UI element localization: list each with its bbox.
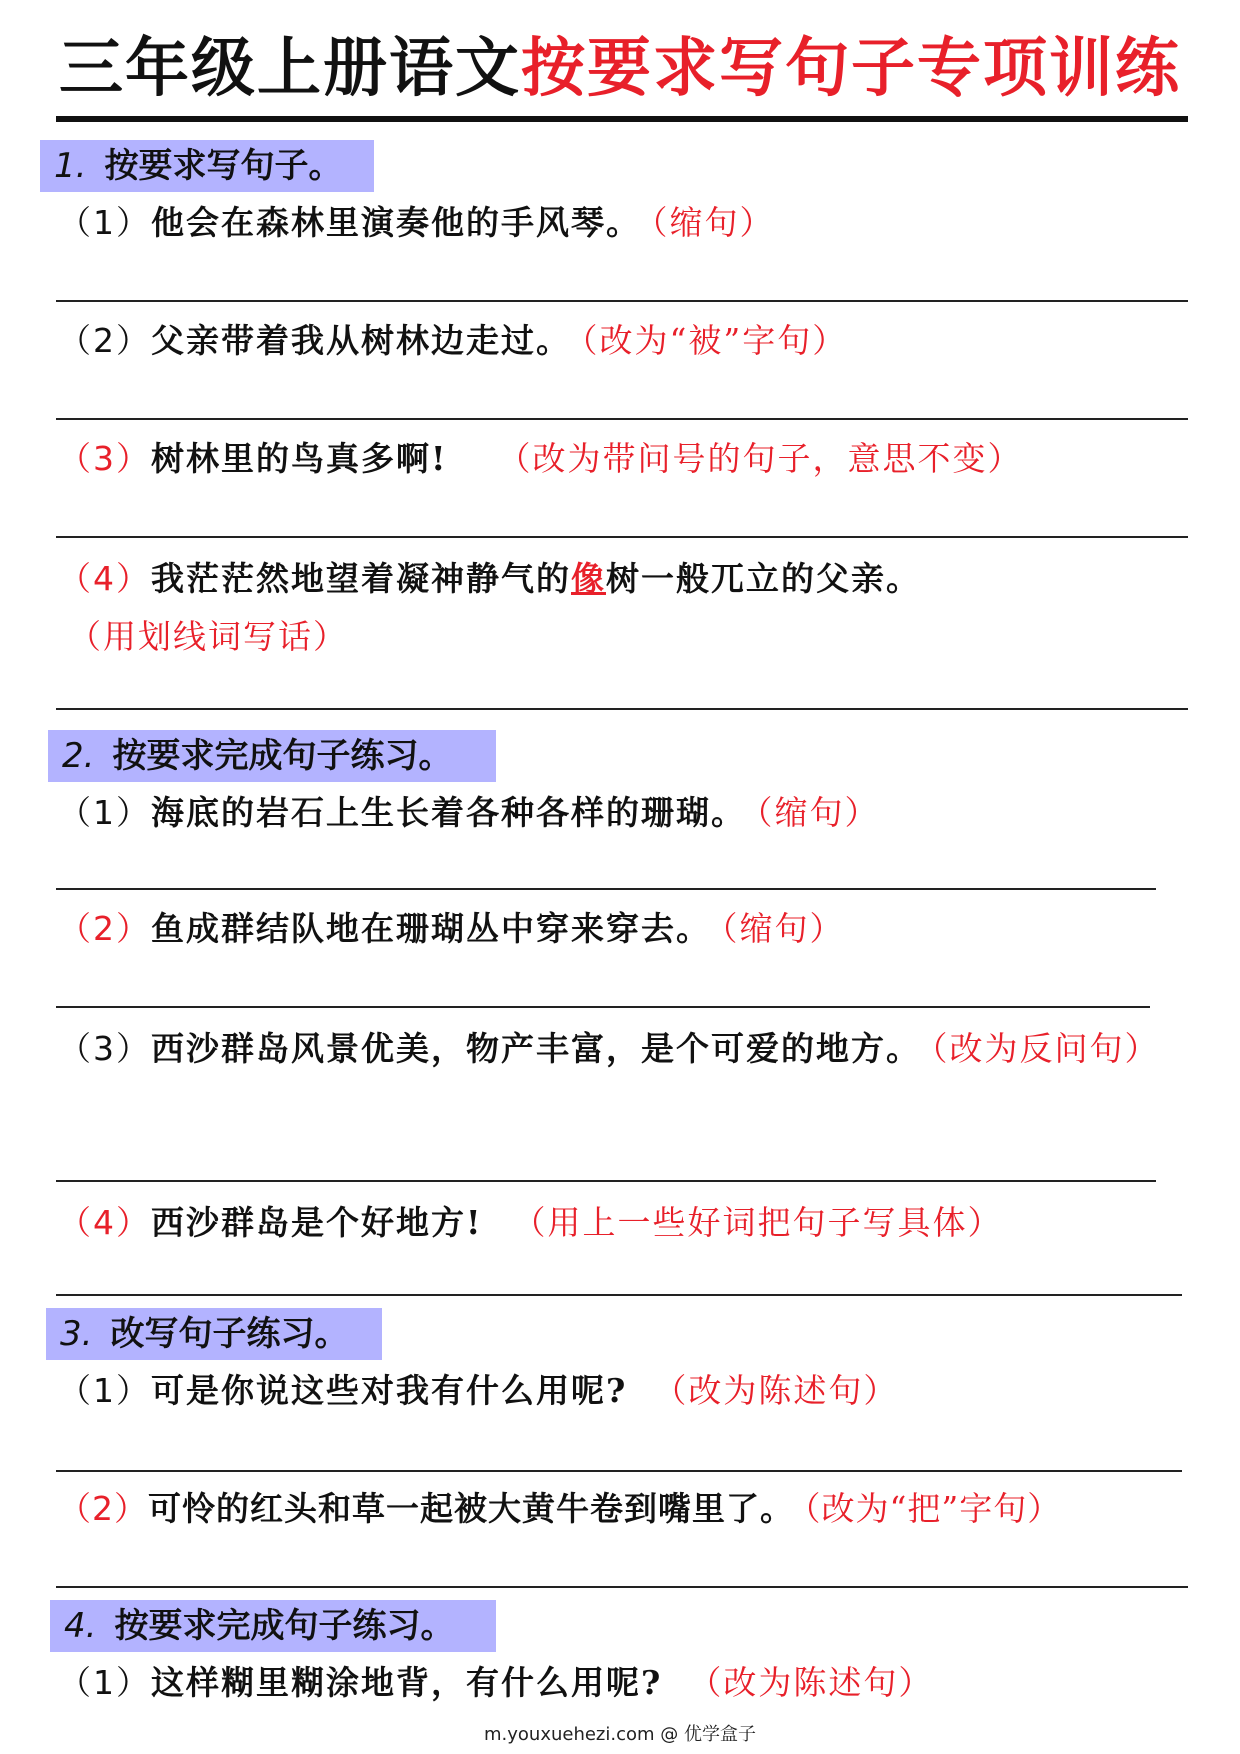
answer-line[interactable] [56, 1294, 1182, 1296]
section-1-header: 1. 按要求写句子。 [40, 140, 374, 192]
answer-line[interactable] [56, 888, 1156, 890]
question-4-1: （1）这样糊里糊涂地背，有什么用呢? （改为陈述句） [58, 1663, 934, 1702]
answer-line[interactable] [56, 1586, 1188, 1588]
answer-line[interactable] [56, 418, 1188, 420]
question-1-1: （1）他会在森林里演奏他的手风琴。 （缩句） [58, 203, 775, 242]
question-2-2: （2）鱼成群结队地在珊瑚丛中穿来穿去。 （缩句） [58, 909, 845, 948]
question-1-4: （4）我茫茫然地望着凝神静气的像树一般兀立的父亲。（用划线词写话） [58, 559, 921, 656]
answer-line[interactable] [56, 708, 1188, 710]
section-2-header: 2. 按要求完成句子练习。 [48, 730, 496, 782]
title-divider [56, 116, 1188, 122]
question-1-2: （2）父亲带着我从树林边走过。 （改为“被”字句） [58, 321, 848, 360]
page-title [0, 31, 1240, 106]
question-2-3: （3）西沙群岛风景优美，物产丰富，是个可爱的地方。 （改为反问句） [58, 1029, 1160, 1068]
question-2-4: （4）西沙群岛是个好地方! （用上一些好词把句子写具体） [58, 1203, 1003, 1242]
question-3-2: （2）可怜的红头和草一起被大黄牛卷到嘴里了。 （改为“把”字句） [58, 1489, 1062, 1528]
answer-line[interactable] [56, 300, 1188, 302]
underlined-word: 像 [571, 559, 606, 598]
section-4-header: 4. 按要求完成句子练习。 [50, 1600, 496, 1652]
question-3-1: （1）可是你说这些对我有什么用呢? （改为陈述句） [58, 1371, 899, 1410]
answer-line[interactable] [56, 1180, 1156, 1182]
question-2-1: （1）海底的岩石上生长着各种各样的珊瑚。 （缩句） [58, 793, 880, 832]
title-topic: 按要求写句子专项训练 [521, 31, 1181, 106]
answer-line[interactable] [56, 1470, 1182, 1472]
footer-watermark: m.youxuehezi.com @ 优学盒子 [483, 1724, 756, 1745]
answer-line[interactable] [56, 1006, 1150, 1008]
answer-line[interactable] [56, 536, 1188, 538]
question-1-3: （3）树林里的鸟真多啊! （改为带问号的句子，意思不变） [58, 439, 1023, 478]
section-3-header: 3. 改写句子练习。 [46, 1308, 382, 1360]
title-grade: 三年级上册语文 [59, 31, 521, 106]
